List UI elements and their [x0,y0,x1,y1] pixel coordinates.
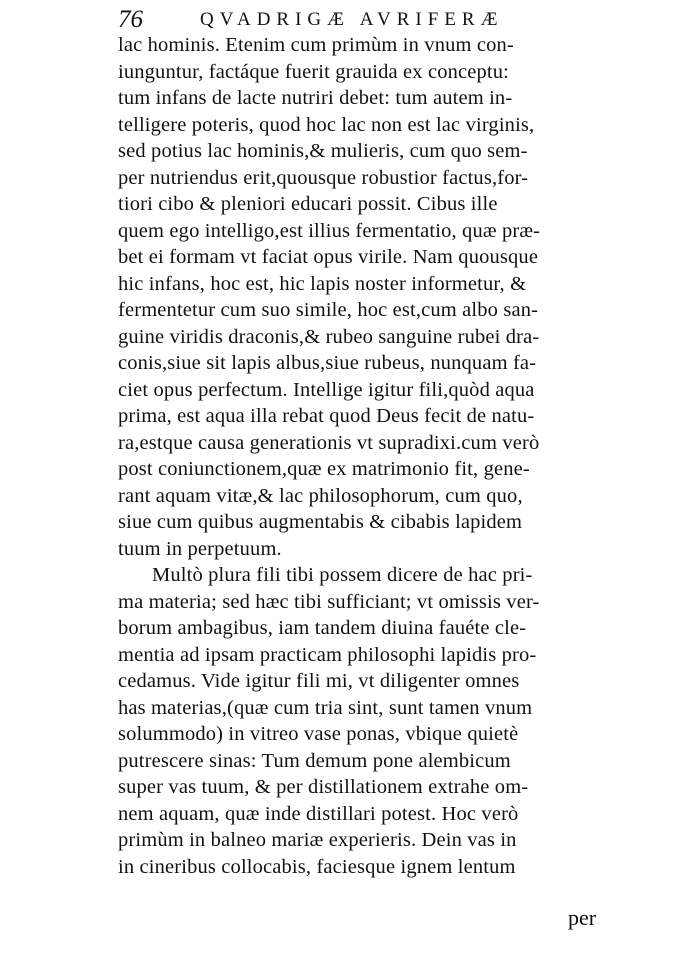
text-line: cedamus. Vide igitur fili mi, vt diligenter omnes [118,670,520,692]
text-line: fermentetur cum suo simile, hoc est,cum albo san- [118,299,539,321]
text-line: telligere poteris, quod hoc lac non est lac virginis, [118,113,535,136]
text-line: per nutriendus erit,quousque robustior factus,for- [118,166,529,189]
text-line: super vas tuum, & per distillationem extrahe om- [118,776,529,798]
catchword: per [568,905,597,930]
text-line: mentia ad ipsam practicam philosophi lapidis pro- [118,643,537,666]
text-line: in cineribus collocabis, faciesque ignem lentum [118,855,516,878]
text-line: post coniunctionem,quæ ex matrimonio fit, gene- [118,458,530,480]
text-line: bet ei formam vt faciat opus virile. Nam quousque [118,246,539,268]
text-line: tiori cibo & pleniori educari possit. Cibus ille [118,193,498,215]
text-line: lac hominis. Etenim cum primùm in vnum con- [118,34,514,56]
text-line: prima, est aqua illa rebat quod Deus fecit de natu- [118,405,535,427]
text-line: siue cum quibus augmentabis & cibabis lapidem [118,511,523,533]
text-line: Multò plura fili tibi possem dicere de hac pri- [152,564,533,586]
text-line: sed potius lac hominis,& mulieris, cum quo sem- [118,140,528,162]
text-line: conis,siue sit lapis albus,siue rubeus, nunquam fa- [118,352,537,374]
text-line: solummodo) in vitreo vase ponas, vbique quietè [118,723,519,745]
text-line: borum ambagibus, iam tandem diuina fauéte cle- [118,617,527,639]
text-line: primùm in balneo mariæ experieris. Dein vas in [118,829,517,851]
text-line: nem aquam, quæ inde distillari potest. Hoc verò [118,802,519,825]
text-line: tum infans de lacte nutriri debet: tum autem in- [118,87,513,109]
text-line: ra,estque causa generationis vt supradixi.cum verò [118,431,540,454]
text-line: tuum in perpetuum. [118,537,282,560]
page-number: 76 [118,6,143,33]
text-line: has materias,(quæ cum tria sint, sunt tamen vnum [118,696,533,719]
body-text [118,32,648,880]
running-head: QVADRIGÆ AVRIFERÆ [200,9,504,30]
text-line: putrescere sinas: Tum demum pone alembicum [118,749,511,772]
text-line: hic infans, hoc est, hic lapis noster informetur, & [118,272,527,295]
text-line: quem ego intelligo,est illius fermentatio, quæ præ- [118,219,541,242]
text-line: ciet opus perfectum. Intellige igitur fili,quòd aqua [118,378,535,401]
text-line: guine viridis draconis,& rubeo sanguine rubei dra- [118,325,540,348]
text-line: iunguntur, factáque fuerit grauida ex conceptu: [118,60,510,83]
text-line: ma materia; sed hæc tibi sufficiant; vt omissis ver- [118,590,540,613]
text-line: rant aquam vitæ,& lac philosophorum, cum quo, [118,484,523,507]
